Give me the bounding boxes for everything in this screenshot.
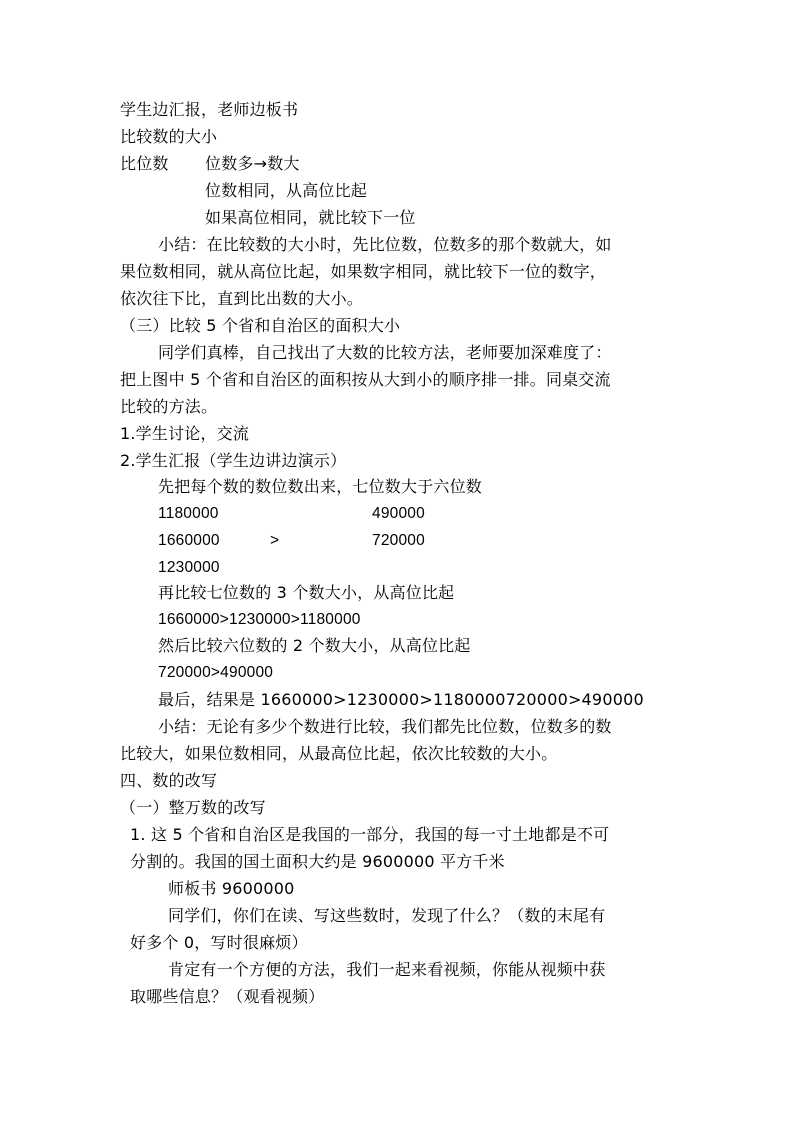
paragraph: 肯定有一个方便的方法，我们一起来看视频，你能从视频中获 (168, 960, 606, 979)
number-value: 490000 (372, 505, 425, 522)
comparison-line: 720000>490000 (158, 664, 274, 681)
section-heading: （一）整万数的改写 (120, 798, 266, 817)
paragraph: 1. 这 5 个省和自治区是我国的一部分，我国的每一寸土地都是不可 (130, 825, 610, 844)
text-line: 如果高位相同，就比较下一位 (205, 208, 416, 227)
number-value: 720000 (372, 532, 425, 549)
summary-paragraph: 小结：在比较数的大小时，先比位数，位数多的那个数就大，如 (158, 235, 612, 254)
list-item: 1.学生讨论，交流 (120, 424, 250, 443)
text-line: 师板书 9600000 (168, 879, 295, 898)
text-line: 比位数 (120, 154, 169, 173)
summary-paragraph: 比较大，如果位数相同，从最高位比起，依次比较数的大小。 (120, 744, 558, 763)
number-value: 1180000 (158, 505, 219, 522)
text-line: 先把每个数的数位数出来，七位数大于六位数 (158, 477, 483, 496)
text-line: 然后比较六位数的 2 个数大小，从高位比起 (158, 636, 471, 655)
comparison-sign: > (270, 532, 280, 549)
paragraph: 取哪些信息？（观看视频） (130, 987, 325, 1006)
number-value: 1660000 (158, 532, 220, 549)
summary-paragraph: 小结：无论有多少个数进行比较，我们都先比位数，位数多的数 (158, 717, 612, 736)
section-heading: （三）比较 5 个省和自治区的面积大小 (120, 316, 401, 335)
paragraph: 好多个 0，写时很麻烦） (130, 933, 308, 952)
paragraph: 比较的方法。 (120, 397, 218, 416)
text-line: 位数多→数大 (205, 154, 300, 173)
text-line: 位数相同，从高位比起 (205, 181, 368, 200)
section-heading: 四、数的改写 (120, 771, 218, 790)
paragraph: 同学们，你们在读、写这些数时，发现了什么？（数的末尾有 (168, 906, 606, 925)
paragraph: 把上图中 5 个省和自治区的面积按从大到小的顺序排一排。同桌交流 (120, 370, 611, 389)
summary-paragraph: 果位数相同，就从高位比起，如果数字相同，就比较下一位的数字， (120, 262, 607, 281)
comparison-line: 1660000>1230000>1180000 (158, 611, 361, 628)
text-line: 最后，结果是 1660000>1230000>1180000720000>490000 (158, 690, 644, 709)
paragraph: 分割的。我国的国土面积大约是 9600000 平方千米 (130, 852, 505, 871)
list-item: 2.学生汇报（学生边讲边演示） (120, 451, 347, 470)
number-value: 1230000 (158, 559, 220, 576)
text-line: 学生边汇报，老师边板书 (120, 100, 299, 119)
paragraph: 同学们真棒，自己找出了大数的比较方法，老师要加深难度了： (158, 343, 612, 362)
text-line: 再比较七位数的 3 个数大小，从高位比起 (158, 583, 455, 602)
section-heading: 比较数的大小 (120, 127, 218, 146)
summary-paragraph: 依次往下比，直到比出数的大小。 (120, 289, 364, 308)
